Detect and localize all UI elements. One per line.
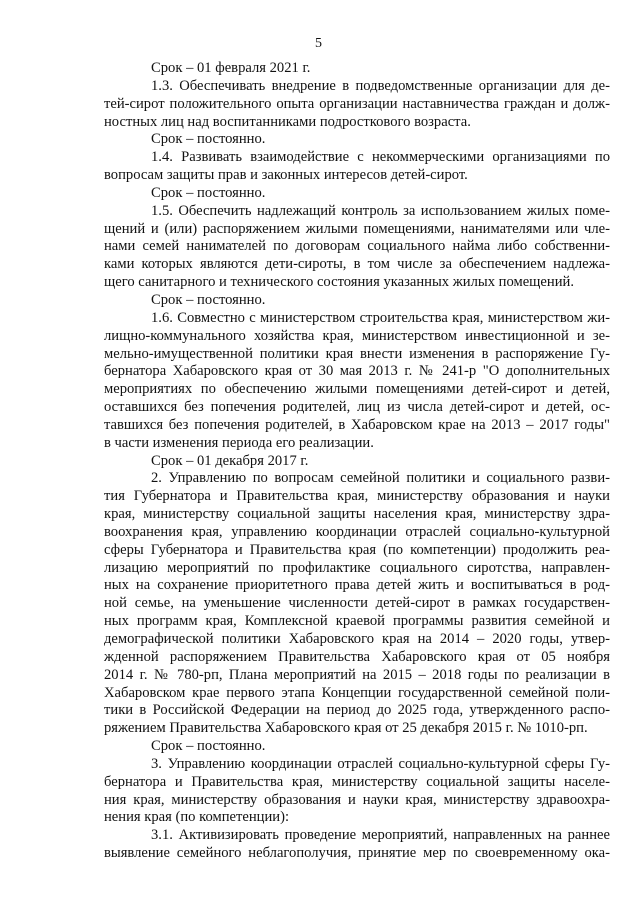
text-line: Срок – 01 февраля 2021 г. bbox=[151, 60, 311, 76]
text-line: Хабаровском крае первого этапа Концепции государственной семейной поли- bbox=[104, 684, 610, 701]
text-line: бернатора Хабаровского края от 30 мая 2013 г. № 241-р "О дополнительных bbox=[104, 363, 610, 380]
text-line: в части изменения периода его реализации. bbox=[104, 434, 374, 451]
text-line: Срок – постоянно. bbox=[151, 184, 266, 201]
text-line: сферы Губернатора и Правительства края (по компетенции) продолжить реа- bbox=[104, 541, 610, 558]
text-line: ных на сохранение приоритетного права детей жить и воспитываться в род- bbox=[104, 577, 610, 594]
text-line: 1.6. Совместно с министерством строительства края, министерством жи- bbox=[151, 309, 610, 326]
text-line: Срок – постоянно. bbox=[151, 131, 266, 148]
text-line: Срок – постоянно. bbox=[151, 738, 266, 755]
text-line: вопросам защиты прав и законных интересов детей-сирот. bbox=[104, 167, 468, 184]
text-line: 3. Управлению координации отраслей социально-культурной сферы Гу- bbox=[151, 755, 610, 772]
text-line: тики в Российской Федерации на период до 2025 года, утвержденного распо- bbox=[104, 702, 610, 719]
text-line: ной семье, на уменьшение численности детей-сирот в рамках государствен- bbox=[104, 595, 610, 612]
text-line: Срок – 01 декабря 2017 г. bbox=[151, 452, 309, 469]
text-line: ных программ края, Комплексной краевой программы развития семейной и bbox=[104, 613, 610, 630]
text-line: Срок – постоянно. bbox=[151, 291, 266, 308]
text-line: нения края (по компетенции): bbox=[104, 809, 290, 826]
text-line: щего санитарного и технического состояния указанных жилых помещений. bbox=[104, 274, 574, 291]
text-line: мероприятиях по обеспечению жилыми помещениями детей-сирот и детей, bbox=[104, 381, 610, 398]
text-line: демографической политики Хабаровского края на 2014 – 2020 годы, утвер- bbox=[104, 631, 610, 647]
text-line: жденной распоряжением Правительства Хабаровского края от 05 ноября bbox=[104, 648, 610, 665]
text-line: выявление семейного неблагополучия, принятие мер по своевременному ока- bbox=[104, 845, 610, 862]
text-line: тей-сирот положительного опыта организации наставничества граждан и долж- bbox=[104, 95, 610, 112]
text-line: 3.1. Активизировать проведение мероприятий, направленных на раннее bbox=[151, 827, 610, 844]
text-line: 1.3. Обеспечивать внедрение в подведомственные организации для де- bbox=[151, 77, 610, 94]
text-line: ряжением Правительства Хабаровского края от 25 декабря 2015 г. № 1010-рп. bbox=[104, 720, 588, 737]
text-line: ния края, министерству образования и науки края, министерству здравоохра- bbox=[104, 791, 610, 808]
text-line: мельно-имущественной политики края внести изменения в распоряжение Гу- bbox=[104, 345, 610, 362]
text-line: ками которых являются дети-сироты, в том числе за обеспечением надлежа- bbox=[104, 256, 610, 273]
text-line: воохранения края, управлению координации отраслей социально-культурной bbox=[104, 523, 610, 540]
text-line: 2014 г. № 780-рп, Плана мероприятий на 2015 – 2018 годы по реализации в bbox=[104, 666, 610, 683]
document-body bbox=[104, 60, 610, 863]
text-line: нами семей нанимателей по договорам социального найма либо собственни- bbox=[104, 238, 610, 255]
text-line: щений и (или) распоряжением жилыми помещениями, нанимателями или чле- bbox=[104, 220, 610, 237]
page-number: 5 bbox=[315, 36, 322, 51]
text-line: края, министерству социальной защиты населения края, министерству здра- bbox=[104, 506, 610, 523]
text-line: тавшихся без попечения родителей, в Хабаровском крае на 2013 – 2017 годы" bbox=[104, 416, 610, 433]
text-line: бернатора и Правительства края, министерству социальной защиты населе- bbox=[104, 773, 610, 790]
text-line: лищно-коммунального хозяйства края, министерством инвестиционной и зе- bbox=[104, 327, 610, 344]
text-line: лизацию мероприятий по профилактике социального сиротства, направлен- bbox=[104, 559, 610, 576]
text-line: ностных лиц над воспитанниками подросткового возраста. bbox=[104, 113, 471, 130]
text-line: оставшихся без попечения родителей, лиц из числа детей-сирот и детей, ос- bbox=[104, 399, 610, 416]
text-line: 2. Управлению по вопросам семейной политики и социального разви- bbox=[151, 470, 610, 487]
text-line: 1.4. Развивать взаимодействие с некоммерческими организациями по bbox=[151, 149, 610, 166]
text-line: тия Губернатора и Правительства края, министерству образования и науки bbox=[104, 488, 610, 505]
text-line: 1.5. Обеспечить надлежащий контроль за использованием жилых поме- bbox=[151, 202, 610, 219]
